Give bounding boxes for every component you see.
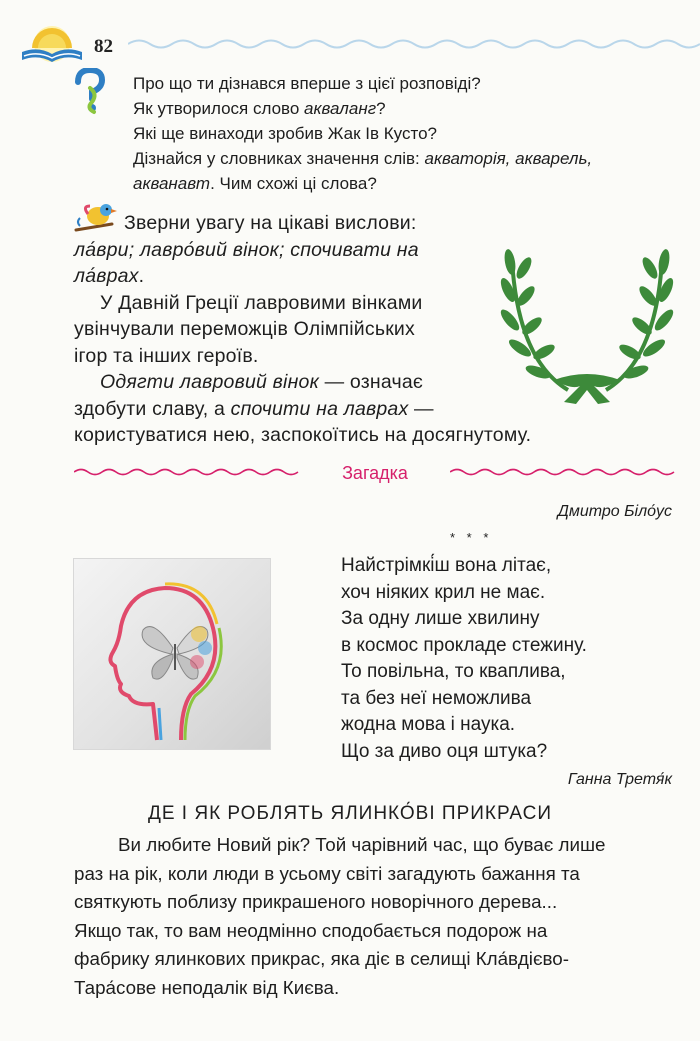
article-line: Тара́сове неподалік від Києва.	[74, 976, 340, 998]
poem-line: За одну лише хвилину	[341, 608, 540, 629]
divider-wave-left	[74, 466, 302, 478]
riddle-author: Дмитро Біло́ус	[557, 503, 672, 520]
paragraph-line: Одягти лавровий вінок — означає	[100, 371, 424, 393]
sun-book-icon	[18, 18, 86, 70]
question-line: акванавт. Чим схожі ці слова?	[133, 174, 377, 193]
article-body	[74, 831, 676, 1002]
poem-line: То повільна, то кваплива,	[341, 661, 566, 682]
poem-line: жодна мова і наука.	[341, 714, 516, 735]
header-wave	[128, 36, 700, 52]
divider-wave-right	[450, 466, 678, 478]
article-line: раз на рік, коли люди в усьому світі загадують бажання та	[74, 862, 580, 884]
poem-line: Найстрімкі́ш вона літає,	[341, 555, 552, 576]
poem-line: хоч ніяких крил не має.	[341, 581, 546, 603]
section-title: Загадка	[342, 463, 408, 483]
article-line: Ви любите Новий рік? Той чарівний час, що буває лише	[118, 834, 606, 855]
poem-line: в космос прокладе стежину.	[341, 634, 587, 656]
article-author: Ганна Третя́к	[567, 771, 672, 788]
poem-line: Що за диво оця штука?	[341, 740, 548, 762]
article-line: святкують поблизу прикрашеного новорічного дерева...	[74, 891, 558, 912]
question-mark-icon	[68, 68, 114, 116]
article-title: ДЕ І ЯК РОБЛЯТЬ ЯЛИНКО́ВІ ПРИКРАСИ	[147, 803, 552, 824]
head-butterfly-icon	[73, 558, 271, 750]
laurel-wreath-icon	[498, 240, 676, 406]
page-number: 82	[94, 36, 113, 57]
paragraph-line: ігор та інших героїв.	[74, 344, 259, 367]
paragraph-line: користуватися нею, заспокоїтись на досягнутому.	[74, 424, 532, 446]
question-line: Дізнайся у словниках значення слів: акваторія, акварель,	[133, 149, 593, 168]
article-line: фабрику ялинкових прикрас, яка діє в селищі Кла́вдієво-	[74, 948, 569, 969]
question-line: Які ще винаходи зробив Жак Ів Кусто?	[133, 124, 437, 143]
poem-line: та без неї неможлива	[341, 687, 532, 709]
paragraph-line: здобути славу, а спочити на лаврах —	[74, 397, 434, 420]
head-butterfly-illustration	[73, 558, 271, 750]
stars-separator: * * *	[450, 530, 493, 545]
riddle-poem	[341, 553, 587, 765]
expressions-intro: Зверни увагу на цікаві вислови:	[124, 212, 417, 234]
question-line: Як утворилося слово акваланг?	[133, 99, 386, 118]
paragraph-line: увінчували переможців Олімпійських	[74, 318, 415, 340]
expressions-list: ла́ври; лавро́вий вінок; спочивати на	[74, 238, 419, 261]
expressions-block	[74, 210, 532, 449]
expressions-list-end: ла́врах.	[74, 265, 145, 287]
article-line: Якщо так, то вам неодмінно сподобається подорож на	[74, 919, 548, 941]
questions-block	[133, 71, 693, 196]
paragraph-line: У Давній Греції лавровими вінками	[100, 291, 423, 314]
question-line: Про що ти дізнався вперше з цієї розповіді?	[133, 74, 481, 93]
